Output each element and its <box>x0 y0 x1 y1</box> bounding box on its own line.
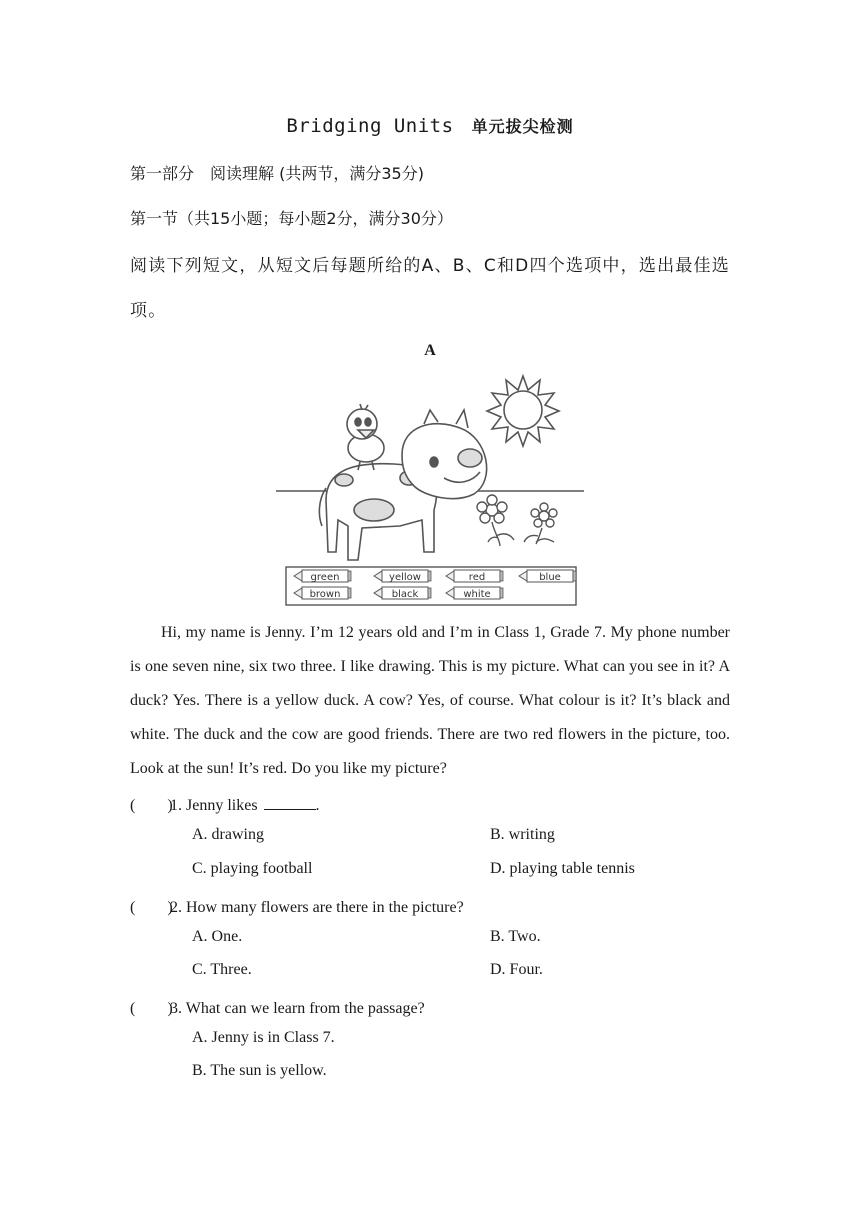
page-title <box>0 114 860 137</box>
option-c[interactable]: C. playing football <box>192 860 313 877</box>
crayon-label: brown <box>309 589 341 600</box>
part-heading: 第一部分 阅读理解 (共两节，满分35分) <box>130 164 424 183</box>
passage-illustration <box>274 370 586 610</box>
option-c[interactable]: C. Three. <box>192 961 252 978</box>
question-1 <box>130 792 320 815</box>
crayon-black <box>374 587 431 600</box>
question-2 <box>130 894 464 917</box>
title-chinese: 单元拔尖检测 <box>471 117 574 136</box>
crayon-label: green <box>310 572 340 583</box>
answer-paren[interactable]: ( ) <box>130 899 173 916</box>
option-b[interactable]: B. Two. <box>490 928 541 945</box>
answer-blank[interactable] <box>264 795 316 810</box>
crayon-red <box>446 570 503 583</box>
crayon-label: red <box>468 572 486 583</box>
cow-drawing <box>319 410 486 560</box>
option-a[interactable]: A. One. <box>192 928 243 945</box>
option-a[interactable]: A. Jenny is in Class 7. <box>192 1029 335 1046</box>
passage-label: A <box>424 342 436 359</box>
crayon-blue <box>519 570 576 583</box>
crayon-label: white <box>463 589 491 600</box>
instruction-text: 阅读下列短文，从短文后每题所给的A、B、C和D四个选项中，选出最佳选项。 <box>130 256 730 321</box>
passage-text: Hi, my name is Jenny. I’m 12 years old and I’m in Class 1, Grade 7. My phone number is one seven nine, six two three. I like drawing. This is my picture. What can you see in it? A duck? Yes. There is a yellow duck. A cow? Yes, of course. What colour is it? It’s black and white. The duck and the cow are good friends. There are two red flowers in the picture, too. Look at the sun! It’s red. Do you like my picture? <box>130 624 730 777</box>
option-b[interactable]: B. writing <box>490 826 555 843</box>
flowers-drawing <box>477 495 557 546</box>
crayon-brown <box>294 587 351 600</box>
subsection-heading: 第一节（共15小题；每小题2分，满分30分） <box>130 209 453 228</box>
option-d[interactable]: D. Four. <box>490 961 543 978</box>
duck-drawing <box>347 404 384 470</box>
crayon-yellow <box>374 570 431 583</box>
stem-end: . <box>315 797 320 814</box>
option-a[interactable]: A. drawing <box>192 826 264 843</box>
crayon-white <box>446 587 503 600</box>
question-3 <box>130 995 425 1018</box>
answer-paren[interactable]: ( ) <box>130 797 173 814</box>
sun-drawing <box>487 376 559 446</box>
crayon-label: yellow <box>389 572 421 583</box>
crayon-label: blue <box>539 572 561 583</box>
question-stem: 3. What can we learn from the passage? <box>170 1000 425 1017</box>
crayon-green <box>294 570 351 583</box>
option-d[interactable]: D. playing table tennis <box>490 860 635 877</box>
title-english: Bridging Units <box>286 115 454 137</box>
question-stem: 1. Jenny likes <box>170 797 258 814</box>
option-b[interactable]: B. The sun is yellow. <box>192 1062 327 1079</box>
crayon-label: black <box>391 589 419 600</box>
answer-paren[interactable]: ( ) <box>130 1000 173 1017</box>
question-stem: 2. How many flowers are there in the picture? <box>170 899 464 916</box>
